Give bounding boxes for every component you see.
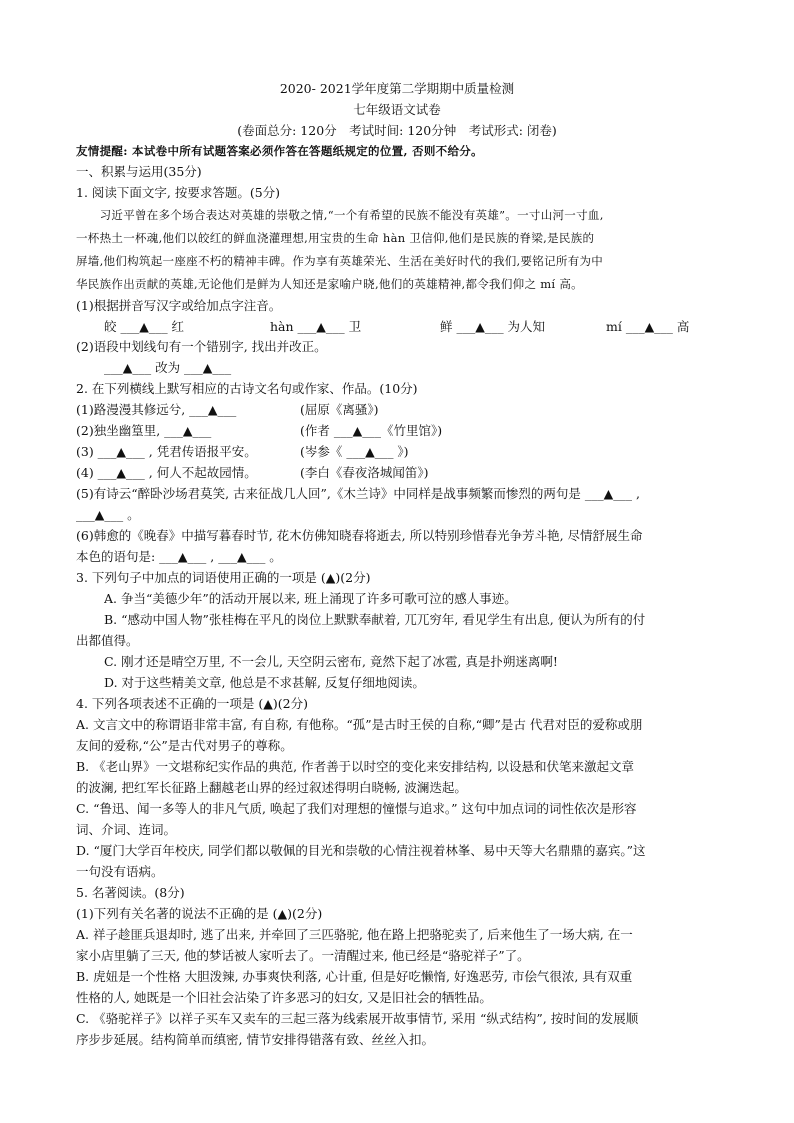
q4-line: 词、介词、连词。 <box>76 822 177 837</box>
q3-option-a: A. 争当“美德少年”的活动开展以来, 班上涌现了许多可歌可泣的感人事迹。 <box>104 591 517 606</box>
q1-item: 皎 ___▲___ 红 <box>104 319 185 334</box>
q4-line: 一句没有语病。 <box>76 864 164 879</box>
q5-line: 性格的人, 她既是一个旧社会沾染了许多恶习的妇女, 又是旧社会的牺牲品。 <box>76 990 492 1005</box>
exam-meta: (卷面总分: 120分 考试时间: 120分钟 考试形式: 闭卷) <box>237 123 557 138</box>
section-title: 一、积累与运用(35分) <box>76 164 202 179</box>
q1-passage-line: 习近平曾在多个场合表达对英雄的崇敬之情,“一个有希望的民族不能没有英雄”。一寸山河一寸血, <box>76 208 604 222</box>
q1-sub2: (2)语段中划线句有一个错别字, 找出并改正。 <box>76 339 327 354</box>
q2-line-right: (李白《春夜洛城闻笛》) <box>300 465 429 480</box>
exam-notice: 友情提醒: 本试卷中所有试题答案必须作答在答题纸规定的位置, 否则不给分。 <box>76 144 483 158</box>
q1-passage-line: 一杯热土一杯魂,他们以皎红的鲜血浇灌理想,用宝贵的生命 hàn 卫信仰,他们是民族的脊梁,是民族的 <box>76 231 595 245</box>
q2-line-right: (作者 ___▲___《竹里馆》) <box>300 423 443 438</box>
q4-line: A. 文言文中的称谓语非常丰富, 有自称, 有他称。“孤”是古时王侯的自称,“卿”是古 代君对臣的爱称或朋 <box>76 717 643 732</box>
q2-line5-cont: ___▲___ 。 <box>76 507 140 522</box>
q1-correction: ___▲___ 改为 ___▲___ <box>104 360 232 375</box>
q1-item: mí ___▲___ 高 <box>606 319 690 334</box>
q2-line-left: (1)路漫漫其修远兮, ___▲___ <box>76 402 237 417</box>
q2-line5: (5)有诗云“醉卧沙场君莫笑, 古来征战几人回”,《木兰诗》中同样是战事频繁而惨烈的两句是 ___▲___ , <box>76 486 640 501</box>
q5-sub1: (1)下列有关名著的说法不正确的是 (▲)(2分) <box>76 906 323 921</box>
q4-line: 友间的爱称,“公”是古代对男子的尊称。 <box>76 738 293 753</box>
q5-line: B. 虎妞是一个性格 大胆泼辣, 办事爽快利落, 心计重, 但是好吃懒惰, 好逸恶劳, 市侩气很浓, 具有双重 <box>76 969 633 984</box>
q5-title: 5. 名著阅读。(8分) <box>76 885 185 900</box>
q4-line: 的波澜, 把红军长征路上翻越老山界的经过叙述得明白晓畅, 波澜迭起。 <box>76 780 467 795</box>
exam-subtitle: 七年级语文试卷 <box>353 102 441 117</box>
q1-item: 鲜 ___▲___ 为人知 <box>440 319 546 334</box>
exam-title: 2020- 2021学年度第二学期期中质量检测 <box>279 81 515 96</box>
q4-line: C. “鲁迅、闻一多等人的非凡气质, 唤起了我们对理想的憧憬与追求。” 这句中加点词的词性依次是形容 <box>76 801 637 816</box>
q1-sub1: (1)根据拼音写汉字或给加点字注音。 <box>76 298 282 313</box>
q2-line-left: (3) ___▲___ , 凭君传语报平安。 <box>76 444 257 459</box>
q2-line-right: (岑参《 ___▲___ 》) <box>300 444 409 459</box>
q3-option-b-cont: 出都值得。 <box>76 633 139 648</box>
q4-title: 4. 下列各项表述不正确的一项是 (▲)(2分) <box>76 696 308 711</box>
q1-item: hàn ___▲___ 卫 <box>270 319 362 334</box>
q2-line-left: (2)独坐幽篁里, ___▲___ <box>76 423 212 438</box>
q1-passage-line: 屏墙,他们构筑起一座座不朽的精神丰碑。作为享有英雄荣光、生活在美好时代的我们,要铭记所有为中 <box>76 254 604 268</box>
q2-line6: (6)韩愈的《晚春》中描写暮春时节, 花木仿佛知晓春将逝去, 所以特别珍惜春光争芳斗艳, 尽情舒展生命 <box>76 528 643 543</box>
q4-line: D. “厦门大学百年校庆, 同学们都以敬佩的目光和崇敬的心情注视着林峯、易中天等大名鼎鼎的嘉宾。”这 <box>76 843 646 858</box>
q3-title: 3. 下列句子中加点的词语使用正确的一项是 (▲)(2分) <box>76 570 371 585</box>
q1-title: 1. 阅读下面文字, 按要求答题。(5分) <box>76 185 281 200</box>
q5-line: 家小店里躺了三天, 他的梦话被人家听去了。一清醒过来, 他已经是“骆驼祥子”了。 <box>76 948 530 963</box>
q4-line: B. 《老山界》一文堪称纪实作品的典范, 作者善于以时空的变化来安排结构, 以设悬和伏笔来激起文章 <box>76 759 635 774</box>
q3-option-b: B. “感动中国人物”张桂梅在平凡的岗位上默默奉献着, 兀兀穷年, 看见学生有出息, 便认为所有的付 <box>104 612 646 627</box>
q1-passage-line: 华民族作出贡献的英雄,无论他们是鲜为人知还是家喻户晓,他们的英雄精神,都令我们仰之 mí 高。 <box>76 277 583 291</box>
q5-line: 序步步延展。结构简单而缜密, 情节安排得错落有致、丝丝入扣。 <box>76 1032 434 1047</box>
q2-line6-cont: 本色的语句是: ___▲___ , ___▲___ 。 <box>76 549 282 564</box>
q2-line-left: (4) ___▲___ , 何人不起故园情。 <box>76 465 257 480</box>
q3-option-d: D. 对于这些精美文章, 他总是不求甚解, 反复仔细地阅读。 <box>104 675 425 690</box>
q3-option-c: C. 刚才还是晴空万里, 不一会儿, 天空阴云密布, 竟然下起了冰雹, 真是扑朔迷离啊! <box>104 654 558 669</box>
q2-title: 2. 在下列横线上默写相应的古诗文名句或作家、作品。(10分) <box>76 381 418 396</box>
q5-line: A. 祥子趁匪兵退却时, 逃了出来, 并牵回了三匹骆驼, 他在路上把骆驼卖了, 后来他生了一场大病, 在一 <box>76 927 633 942</box>
q2-line-right: (屈原《离骚》) <box>300 402 379 417</box>
q5-line: C. 《骆驼祥子》以祥子买车又卖车的三起三落为线索展开故事情节, 采用 “纵式结构”, 按时间的发展顺 <box>76 1011 639 1026</box>
